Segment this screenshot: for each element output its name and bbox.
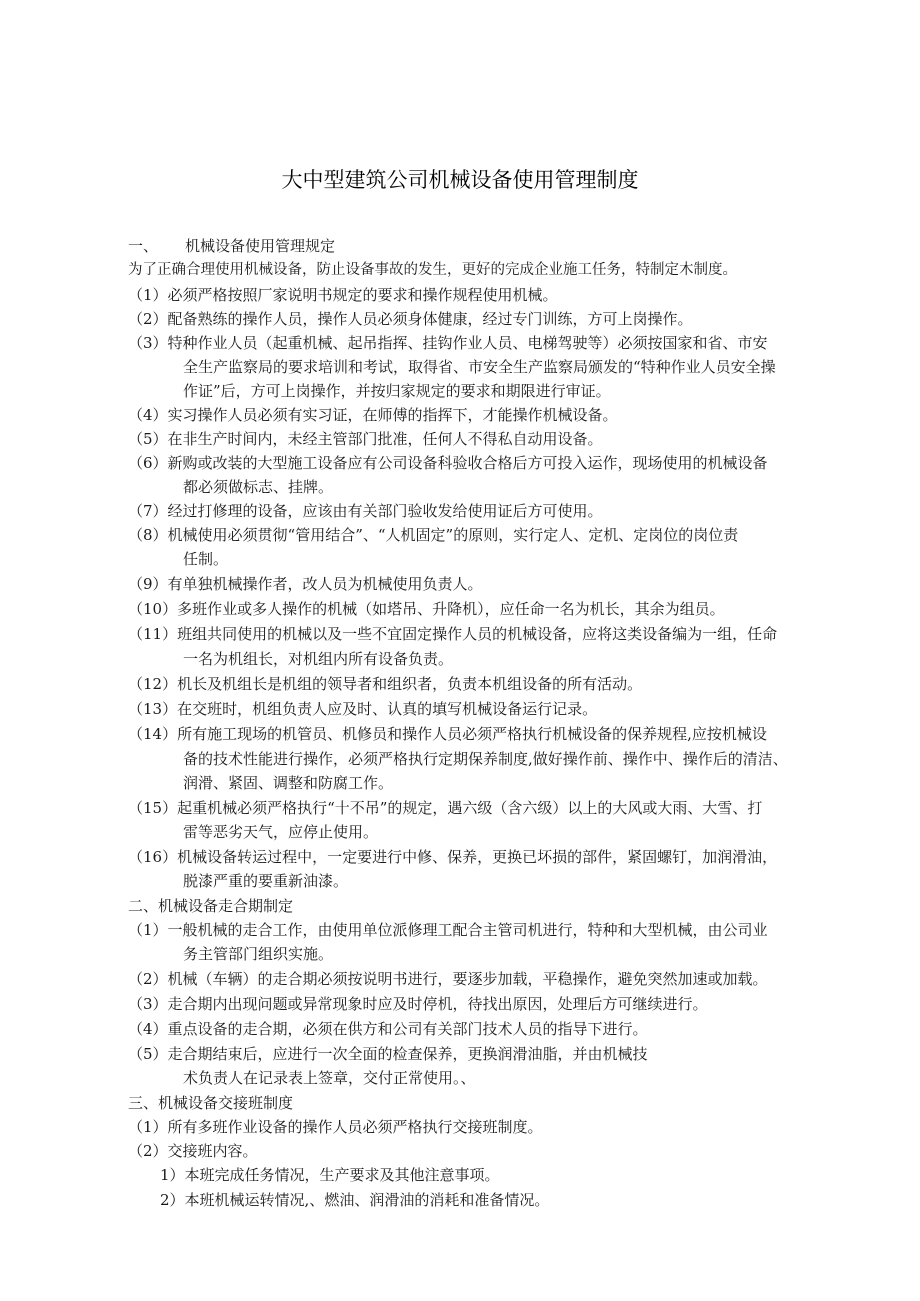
list-item-1-8: （8）机械使用必须贯彻“管用结合”、“人机固定”的原则，实行定人、定机、定岗位的岗位责 [128,526,739,544]
list-item-1-3-cont: 全生产监察局的要求培训和考试，取得省、市安全生产监察局颁发的“特种作业人员安全操 [183,358,776,376]
section-2-heading: 二、机械设备走合期制定 [128,897,294,915]
list-item-1-3-cont: 作证”后，方可上岗操作，并按归家规定的要求和期限进行审证。 [183,382,611,400]
list-item-1-12: （12）机长及机组长是机组的领导者和组织者，负责本机组设备的所有活动。 [128,675,643,693]
list-item-3-1: （1）所有多班作业设备的操作人员必须严格执行交接班制度。 [128,1118,543,1136]
list-item-3-2: （2）交接班内容。 [128,1142,258,1160]
document-title: 大中型建筑公司机械设备使用管理制度 [281,168,639,192]
section-1-heading: 机械设备使用管理规定 [185,237,336,255]
list-item-1-11-cont: 一名为机组长，对机组内所有设备负责。 [183,650,454,668]
section-1-number: 一、 [128,237,159,255]
list-item-2-1-cont: 务主管部门组织实施。 [183,945,334,963]
list-item-1-16: （16）机械设备转运过程中，一定要进行中修、保养，更换已坏损的部件，紧固螺钉，加润滑油， [128,848,778,866]
section-1-intro: 为了正确合理使用机械设备，防止设备事故的发生，更好的完成企业施工任务，特制定木制度。 [128,262,737,278]
list-item-1-8-cont: 任制。 [183,550,229,568]
list-item-1-2: （2）配备熟练的操作人员，操作人员必须身体健康，经过专门训练，方可上岗操作。 [128,310,693,328]
list-item-1-5: （5）在非生产时间内，未经主管部门批准，任何人不得私自动用设备。 [128,430,603,448]
sub-item-1: 1）本班完成任务情况，生产要求及其他注意事项。 [160,1166,500,1184]
list-item-1-14-cont: 备的技术性能进行操作，必须严格执行定期保养制度,做好操作前、操作中、操作后的清洁、 [183,750,788,768]
sub-item-2: 2）本班机械运转情况,、燃油、润滑油的消耗和准备情况。 [160,1191,550,1209]
section-3-heading: 三、机械设备交接班制度 [128,1094,294,1112]
list-item-1-15-cont: 雷等恶劣天气，应停止使用。 [183,823,379,841]
list-item-2-5: （5）走合期结束后，应进行一次全面的检查保养，更换润滑油脂，并由机械技 [128,1045,648,1063]
list-item-1-11: （11）班组共同使用的机械以及一些不宜固定操作人员的机械设备，应将这类设备编为一组，任命 [128,625,778,643]
list-item-1-3: （3）特种作业人员（起重机械、起吊指挥、挂钩作业人员、电梯驾驶等）必须按国家和省、市安 [128,334,768,352]
list-item-2-2: （2）机械（车辆）的走合期必须按说明书进行，要逐步加载，平稳操作，避免突然加速或加载。 [128,970,768,988]
list-item-2-5-cont: 术负责人在记录表上签章，交付正常使用。、 [183,1069,476,1087]
list-item-1-9: （9）有单独机械操作者，改人员为机械使用负责人。 [128,575,483,593]
list-item-1-6: （6）新购或改装的大型施工设备应有公司设备科验收合格后方可投入运作，现场使用的机械设备 [128,454,768,472]
list-item-1-14-cont: 润滑、紧固、调整和防腐工作。 [183,774,394,792]
list-item-1-4: （4）实习操作人员必须有实习证，在师傅的指挥下，才能操作机械设备。 [128,406,618,424]
list-item-1-7: （7）经过打修理的设备，应该由有关部门验收发给使用证后方可使用。 [128,502,603,520]
list-item-1-16-cont: 脱漆严重的要重新油漆。 [183,872,349,890]
list-item-2-4: （4）重点设备的走合期，必须在供方和公司有关部门技术人员的指导下进行。 [128,1020,648,1038]
list-item-2-1: （1）一般机械的走合工作，由使用单位派修理工配合主管司机进行，特种和大型机械，由公司业 [128,921,768,939]
list-item-1-6-cont: 都必须做标志、挂牌。 [183,478,334,496]
list-item-1-1: （1）必须严格按照厂家说明书规定的要求和操作规程使用机械。 [128,286,558,304]
list-item-2-3: （3）走合期内出现问题或异常现象时应及时停机，待找出原因，处理后方可继续进行。 [128,995,708,1013]
list-item-1-10: （10）多班作业或多人操作的机械（如塔吊、升降机），应任命一名为机长，其余为组员。 [128,600,725,618]
list-item-1-14: （14）所有施工现场的机管员、机修员和操作人员必须严格执行机械设备的保养规程,应按机械设 [128,725,767,743]
list-item-1-15: （15）起重机械必须严格执行“十不吊”的规定，遇六级（含六级）以上的大风或大雨、大雪、打 [128,799,763,817]
list-item-1-13: （13）在交班时，机组负责人应及时、认真的填写机械设备运行记录。 [128,700,598,718]
